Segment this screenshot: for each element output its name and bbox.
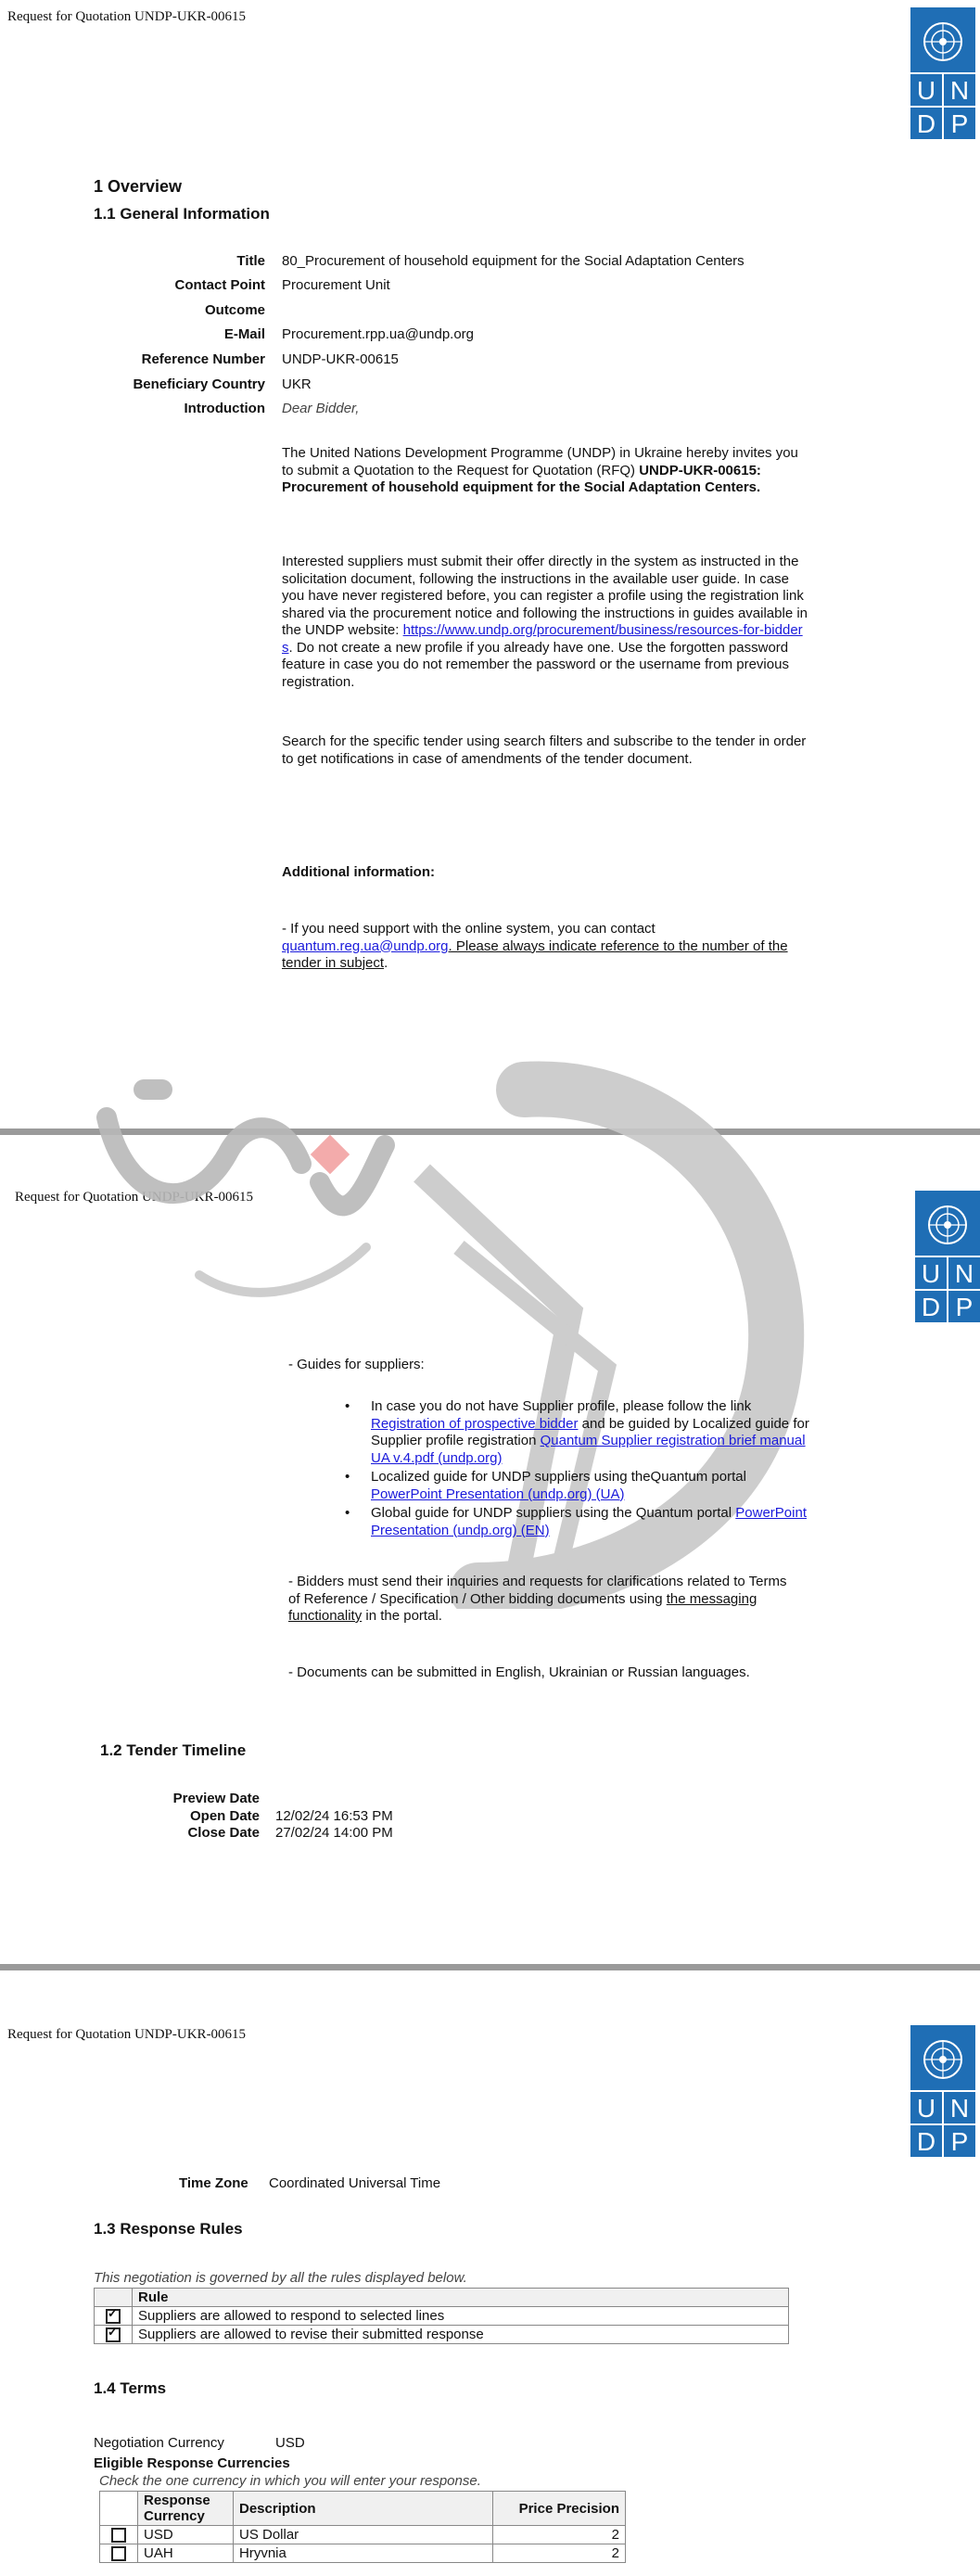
guides-list [345,1398,818,1541]
description-col-header: Description [234,2492,493,2526]
timeline-label-open: Open Date [189,1808,260,1824]
guides-title: - Guides for suppliers: [288,1357,425,1372]
currency-col-header: Response Currency [138,2492,234,2526]
rules-table [94,2288,789,2344]
section-title-timeline: 1.2 Tender Timeline [100,1741,247,1759]
timeline-value-close: 27/02/24 14:00 PM [275,1825,393,1841]
list-item: • In case you do not have Supplier profile, please follow the link Registration of prospective bidder and be guided by Localized guide for Supplier profile registration Quantum Supplier registration brief manual UA v.4.pdf (undp.org) [345,1398,818,1467]
currency-checkbox[interactable] [111,2546,126,2561]
timezone-label: Time Zone [179,2175,248,2191]
undp-logo: U N D P [910,7,975,139]
field-label-title: Title [236,253,265,269]
rule-checkbox[interactable] [106,2327,121,2342]
field-label-introduction: Introduction [184,401,265,416]
field-value-introduction: Dear Bidder, [282,401,360,416]
intro-paragraph-3: Search for the specific tender using search filters and subscribe to the tender in order to get notifications in case of amendments of the tender document. [282,733,807,767]
guide-ua-link[interactable]: PowerPoint Presentation (undp.org) (UA) [371,1486,625,1502]
guide-en-link[interactable]: PowerPoint Presentation (undp.org) (EN) [371,1505,807,1538]
page-header: Request for Quotation UNDP-UKR-00615 [7,9,247,24]
page-break [0,1129,980,1135]
section-title-terms: 1.4 Terms [94,2379,167,2397]
inquiries-paragraph: - Bidders must send their inquiries and requests for clarifications related to Terms of Reference / Specification / Other bidding documents using the messaging functionality in the portal. [288,1574,787,1624]
additional-info-title: Additional information: [282,864,435,880]
rule-checkbox[interactable] [106,2309,121,2324]
rules-note: This negotiation is governed by all the rules displayed below. [94,2270,467,2286]
field-label-email: E-Mail [223,326,265,342]
section-title-overview: 1 Overview [94,177,183,196]
un-emblem-icon [922,2038,964,2081]
page-break [0,1964,980,1970]
support-email-link[interactable]: quantum.reg.ua@undp.org [282,937,449,954]
field-label-outcome: Outcome [204,302,265,318]
table-row: UAH Hryvnia 2 [100,2544,626,2563]
supplier-registration-manual-link[interactable]: Quantum Supplier registration brief manual UA v.4.pdf (undp.org) [371,1433,806,1466]
table-row: ✓ Suppliers are allowed to respond to selected lines [95,2307,789,2326]
timeline-label-preview: Preview Date [172,1791,260,1806]
un-emblem-icon [926,1204,969,1246]
field-label-reference: Reference Number [141,351,265,367]
section-title-response-rules: 1.3 Response Rules [94,2220,243,2238]
negotiation-currency-value: USD [275,2435,305,2451]
field-value-reference: UNDP-UKR-00615 [282,351,399,367]
un-emblem-icon [922,20,964,63]
field-value-contact: Procurement Unit [282,277,390,293]
table-row: ✓ Suppliers are allowed to revise their submitted response [95,2326,789,2344]
field-value-email: Procurement.rpp.ua@undp.org [282,326,475,342]
undp-logo: U N D P [910,2025,975,2157]
currency-checkbox[interactable] [111,2528,126,2543]
section-title-general-info: 1.1 General Information [94,205,270,223]
page-header: Request for Quotation UNDP-UKR-00615 [7,2027,247,2042]
timezone-value: Coordinated Universal Time [269,2175,441,2191]
table-row: USD US Dollar 2 [100,2526,626,2544]
intro-paragraph-1: The United Nations Development Programme (UNDP) in Ukraine hereby invites you to submit a Quotation to the Request for Quotation (RFQ) UNDP-UKR-00615: Procurement of household equipment for the Social Adaptation Centers. [282,445,798,495]
page-header: Request for Quotation UNDP-UKR-00615 [15,1190,254,1205]
negotiation-currency-label: Negotiation Currency [94,2435,224,2451]
undp-logo: U N D P [915,1191,980,1322]
field-value-country: UKR [282,376,312,392]
list-item: • Global guide for UNDP suppliers using the Quantum portal PowerPoint Presentation (undp.org) (EN) [345,1505,818,1539]
registration-link[interactable]: Registration of prospective bidder [371,1415,579,1432]
eligible-currencies-note: Check the one currency in which you will enter your response. [99,2473,481,2489]
precision-col-header: Price Precision [493,2492,626,2526]
intro-paragraph-2: Interested suppliers must submit their offer directly in the system as instructed in the solicitation document, following the instructions in the available user guide. In case you have never registered before, you can register a profile using the registration link shared via the procurement notice and following the instructions in guides available in the UNDP website: https://www.undp.org/procurement/business/resources-for-bidders. Do not create a new profile if you already have one. Use the forgotten password feature in case you do not remember the password or the username from previous registration. [282,554,808,690]
list-item: • Localized guide for UNDP suppliers using theQuantum portal PowerPoint Presentation (undp.org) (UA) [345,1469,818,1503]
field-label-country: Beneficiary Country [133,376,265,392]
field-value-title: 80_Procurement of household equipment for the Social Adaptation Centers [282,253,745,269]
eligible-currencies-title: Eligible Response Currencies [94,2455,290,2471]
currencies-table [99,2491,626,2563]
timeline-label-close: Close Date [187,1825,260,1841]
languages-paragraph: - Documents can be submitted in English, Ukrainian or Russian languages. [288,1664,750,1680]
messaging-functionality-link[interactable]: the messaging functionality [288,1590,757,1624]
support-paragraph: - If you need support with the online system, you can contact quantum.reg.ua@undp.org. Please always indicate reference to the number of the tender in subject. [282,921,788,971]
timeline-value-open: 12/02/24 16:53 PM [275,1808,393,1824]
field-label-contact: Contact Point [174,277,265,293]
resources-for-bidders-link[interactable]: https://www.undp.org/procurement/business/resources-for-bidders [282,622,803,656]
rules-header: Rule [133,2289,789,2307]
